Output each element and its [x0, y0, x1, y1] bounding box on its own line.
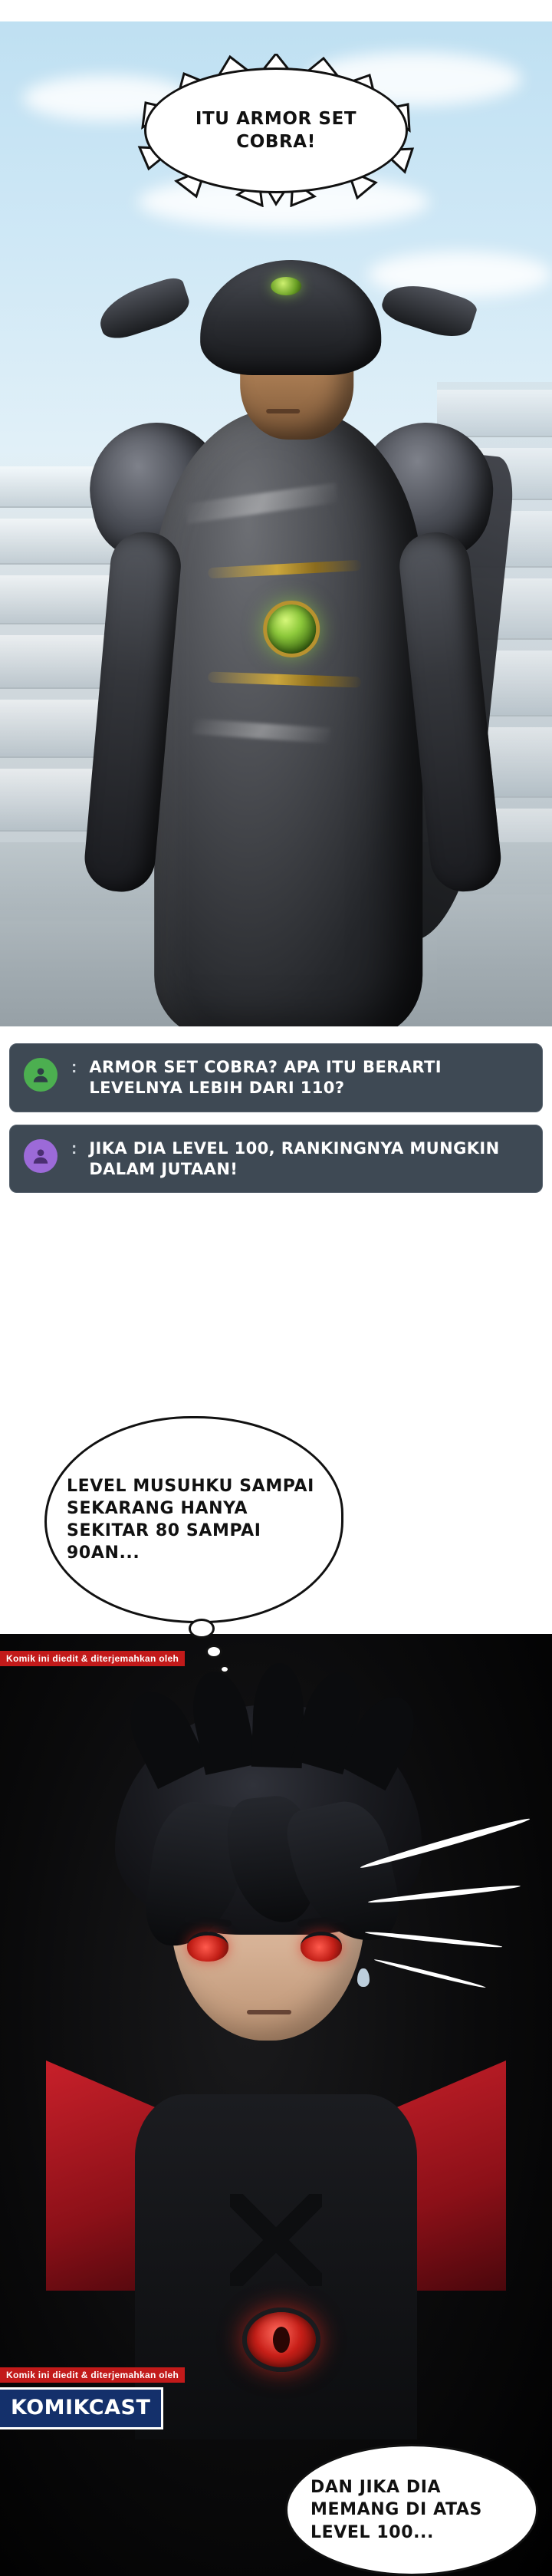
speech-balloon-panel1	[123, 54, 429, 207]
comment-text: JIKA DIA LEVEL 100, RANKINGNYA MUNGKIN DALAM JUTAAN!	[89, 1138, 500, 1178]
comment-row[interactable]	[9, 1125, 543, 1194]
comment-text: ARMOR SET COBRA? APA ITU BERARTI LEVELNYA LEBIH DARI 110?	[89, 1058, 442, 1098]
credit-badge-bottom: Komik ini diedit & diterjemahkan oleh	[0, 2367, 185, 2383]
thought-bubble-dot	[205, 1645, 222, 1659]
panel-2-character-scene	[0, 1404, 552, 2576]
user-avatar-icon	[24, 1058, 58, 1092]
helmet-gem-icon	[271, 277, 301, 295]
comment-row[interactable]	[9, 1043, 543, 1112]
balloon-body	[144, 68, 408, 193]
chest-cross-mark	[230, 2194, 322, 2286]
helmet-wing-right	[378, 275, 478, 344]
balloon-text: ITU ARMOR SET COBRA!	[195, 108, 357, 152]
armored-warrior-figure	[70, 217, 499, 1026]
character-eye-left	[187, 1932, 228, 1962]
speed-line-effect	[360, 1833, 552, 2002]
armor-torso	[154, 409, 422, 1026]
character-eye-right	[301, 1932, 342, 1962]
character-mouth	[247, 2010, 291, 2014]
comment-separator: :	[71, 1138, 77, 1158]
credit-badge-top: Komik ini diedit & diterjemahkan oleh	[0, 1651, 185, 1666]
balloon-text: DAN JIKA DIA MEMANG DI ATAS LEVEL 100...	[310, 2478, 482, 2542]
warrior-mouth	[266, 409, 300, 413]
user-avatar-icon	[24, 1139, 58, 1173]
chest-gem-icon	[263, 601, 320, 657]
thought-balloon	[44, 1416, 343, 1623]
comment-list	[0, 1043, 552, 1205]
thought-balloon-text: LEVEL MUSUHKU SAMPAI SEKARANG HANYA SEKITAR 80 SAMPAI 90AN...	[67, 1476, 314, 1563]
panel-1-arena-scene	[0, 21, 552, 1026]
chest-red-gem-icon	[242, 2308, 320, 2372]
speech-balloon-panel2	[285, 2444, 538, 2576]
comment-separator: :	[71, 1057, 77, 1076]
thought-bubble-dot	[189, 1619, 215, 1639]
helmet-wing-left	[93, 275, 193, 344]
komikcast-logo: KOMIKCAST	[0, 2387, 163, 2429]
